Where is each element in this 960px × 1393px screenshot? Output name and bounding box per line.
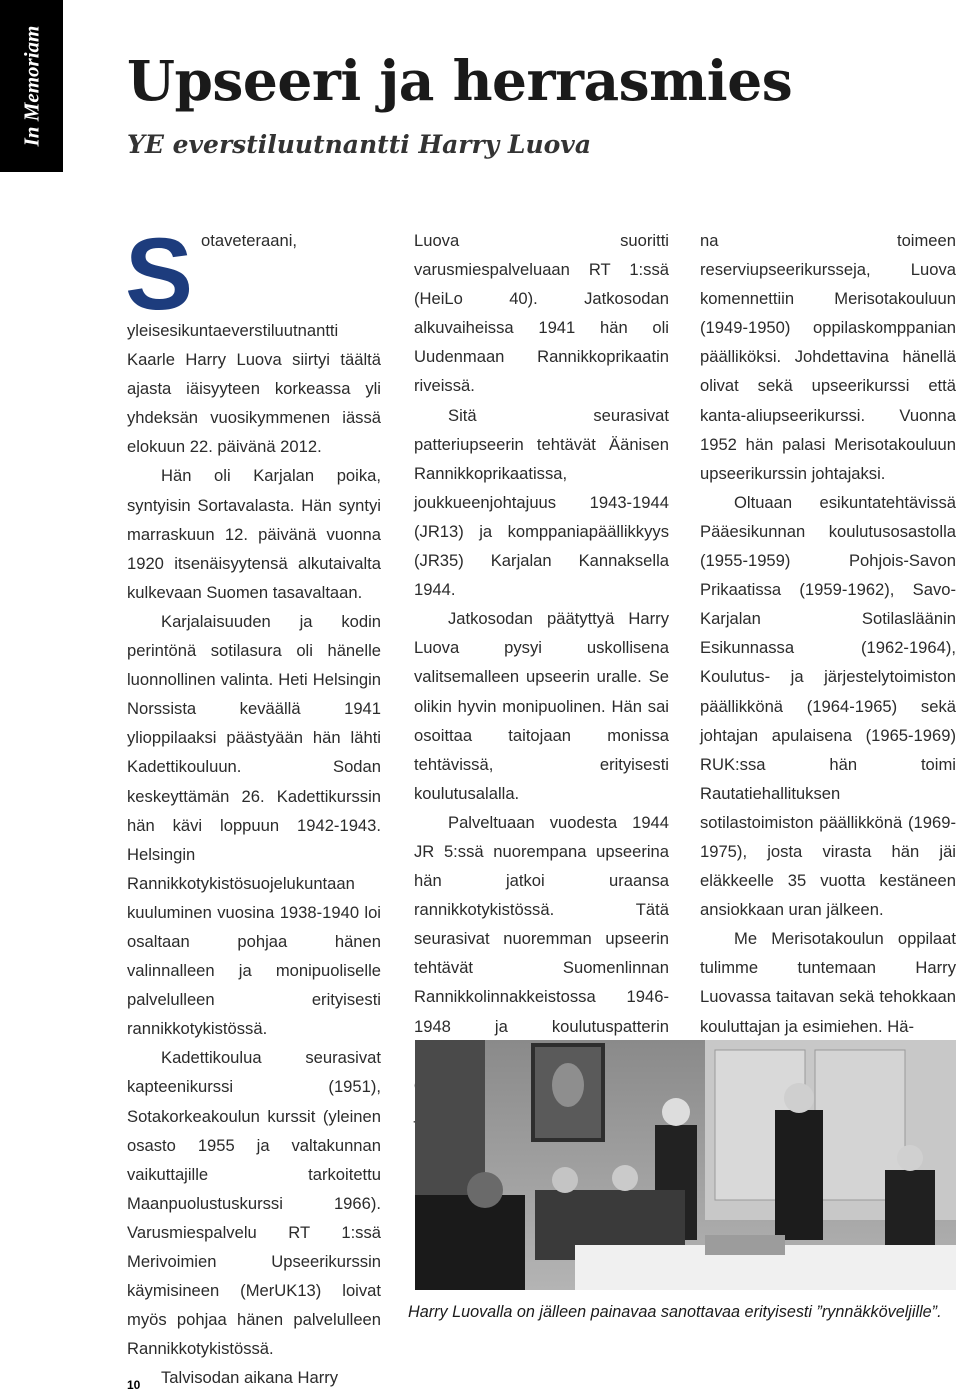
drop-cap: S — [125, 217, 194, 331]
article-subtitle: YE everstiluutnantti Harry Luova — [127, 130, 592, 159]
paragraph: Me Merisotakoulun oppilaat tulimme tuntemaan Harry Luovassa taitavan sekä tehokkaan kouluttajan ja esimiehen. Hä- — [700, 929, 956, 1036]
paragraph: Palveltuaan vuodesta 1944 JR 5:ssä nuorempana upseerina hän jatkoi uraansa rannikkotykistössä. Tätä seurasivat nuoremman upseerin tehtävät Suomenlinnan Rannikkolinnakkeistossa 1946-1948 ja koulutuspatterin — [414, 812, 669, 1036]
paragraph — [125, 217, 381, 461]
paragraph: Hän oli Karjalan poika, syntyisin Sortavalasta. Hän syntyi marraskuun 12. päivänä vuonna 1920 itsenäisyytensä alkutaivalta kulkevaan Suomen tasavaltaan. — [127, 466, 381, 602]
paragraph: na toimeen reserviupseerikursseja, Luova komennettiin Merisotakouluun (1949-1950) oppilaskomppanian päälliköksi. Johdettavina hänellä olivat sekä upseerikurssi että kanta-aliupseerikurssi. Vuonna 1952 hän palasi Merisotakouluun upseerikurssin johtajaksi. — [700, 231, 956, 483]
paragraph: Kadettikoulua seurasivat kapteenikurssi (1951), Sotakorkeakoulun kurssit (yleinen osasto 1955 ja valtakunnan vaikuttajille tarkoitettu Maanpuolustuskurssi 1966). Varusmiespalvelu RT 1:ssä Merivoimien Upseerikurssin käymisineen (MerUK13) loivat myös pohjaa hänen palvelulleen Rannikkotykistössä. — [127, 1048, 381, 1359]
article-title: Upseeri ja herrasmies — [127, 48, 793, 113]
paragraph: Talvisodan aikana Harry — [161, 1368, 339, 1388]
page-number: 10 — [127, 1378, 141, 1392]
banquet-photo — [415, 1040, 956, 1290]
article-column-2 — [414, 226, 669, 1128]
paragraph-text: otaveteraani, yleisesikuntaeverstiluutnantti Kaarle Harry Luova siirtyi täältä ajasta iäisyyteen korkeassa yli yhdeksän vuosikymmenen iässä elokuun 22. päivänä 2012. — [127, 231, 381, 457]
paragraph: Oltuaan esikuntatehtävissä Pääesikunnan koulutusosastolla (1955-1959) Pohjois-Savon Prikaatissa (1959-1962), Savo-Karjalan Sotilasläänin Esikunnassa (1962-1964), Koulutus- ja järjestelytoimiston päällikkönä (1964-1965) sekä johtajan apulaisena (1965-1969) RUK:ssa hän toimi Rautatiehallituksen sotilastoimiston päällikkönä (1969-1975), josta virasta hän jäi eläkkeelle 35 vuotta kestäneen ansiokkaan uran jälkeen. — [700, 492, 956, 920]
article-column-1 — [125, 217, 381, 1392]
paragraph: Karjalaisuuden ja kodin perintönä sotilasura oli hänelle luonnollinen valinta. Heti Helsingin Norssista keväällä 1941 ylioppilaaksi päästyään hän lähti Kadettikouluun. Sodan keskeyttämän 26. Kadettikurssin hän kävi loppuun 1942-1943. Helsingin Rannikkotykistösuojelukuntaan kuuluminen vuosina 1938-1940 loi osaltaan pohjaa hänen valinnalleen ja monipuoliselle palvelulleen erityisesti rannikkotykistössä. — [127, 611, 381, 1039]
photo-caption: Harry Luovalla on jälleen painavaa sanottavaa erityisesti ”rynnäkköveljille”. — [408, 1303, 942, 1321]
banquet-photo-image — [415, 1040, 956, 1290]
section-tab-label: In Memoriam — [19, 25, 43, 147]
paragraph: Jatkosodan päätyttyä Harry Luova pysyi uskollisena valitsemalleen upseerin uralle. Se olikin hyvin monipuolinen. Hän sai osoittaa taitojaan monissa tehtävissä, erityisesti koulutusalalla. — [414, 609, 669, 803]
paragraph: Sitä seurasivat patteriupseerin tehtävät Äänisen Rannikkoprikaatissa, joukkueenjohtajuus 1943-1944 (JR13) ja komppaniapäällikkyys (JR35) Karjalan Kannaksella 1944. — [414, 405, 669, 600]
section-tab — [0, 0, 63, 172]
paragraph: Luova suoritti varusmiespalveluaan RT 1:ssä (HeiLo 40). Jatkosodan alkuvaiheissa 1941 hän oli Uudenmaan Rannikkoprikaatin riveissä. — [414, 231, 669, 396]
article-column-3 — [700, 226, 956, 1041]
